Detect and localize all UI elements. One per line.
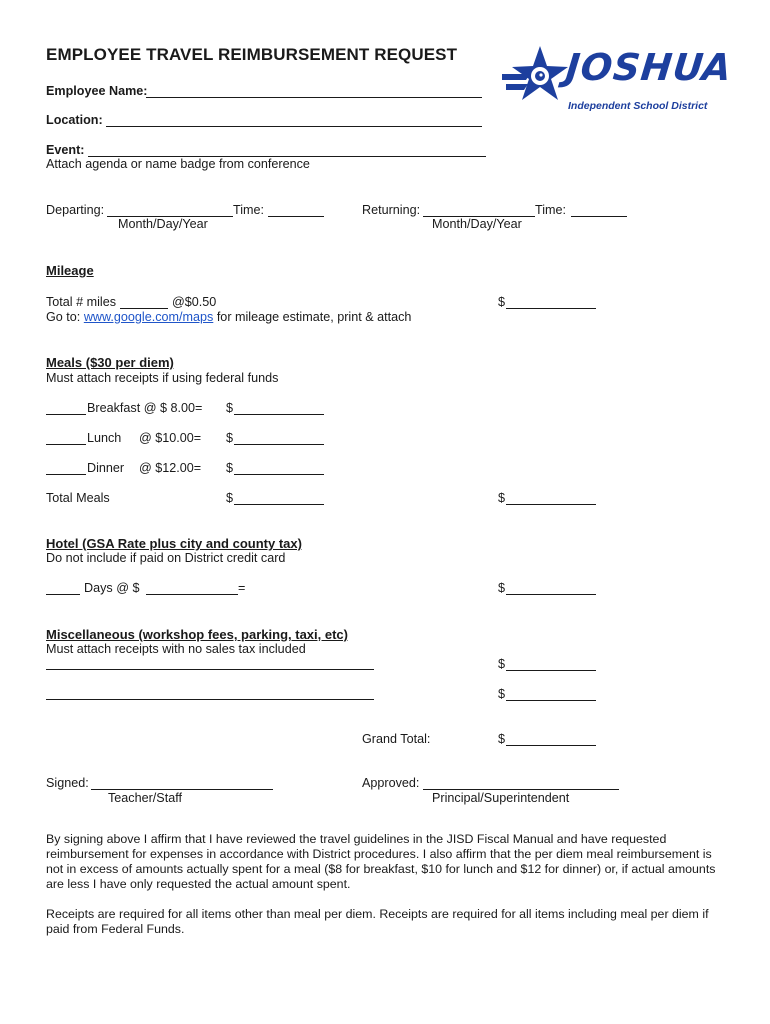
goto-label: Go to:	[46, 310, 81, 324]
breakfast-label: Breakfast @ $ 8.00=	[87, 401, 203, 415]
mileage-rate: @$0.50	[172, 295, 217, 309]
affirmation-paragraph: By signing above I affirm that I have reviewed the travel guidelines in the JISD Fiscal Manual and have requested reimbursement for expenses in accordance with District procedures. I also affirm that the per diem meal reimbursement is not in excess of amounts actually spent for a meal ($8 for breakfast, $10 for lunch and $12 for dinner) or, if actual amounts are less I have only requested the actual amount spent.	[46, 832, 716, 891]
lunch-dollar: $	[226, 431, 234, 445]
mileage-heading: Mileage	[46, 263, 94, 278]
total-meals-field[interactable]	[234, 503, 324, 505]
location-label: Location:	[46, 113, 103, 127]
misc-heading: Miscellaneous (workshop fees, parking, taxi, etc)	[46, 627, 348, 642]
total-meals-label: Total Meals	[46, 491, 110, 505]
signed-label: Signed:	[46, 776, 89, 790]
meals-sum-dollar: $	[498, 491, 506, 505]
logo-subtitle: Independent School District	[568, 100, 708, 112]
location-field[interactable]	[106, 125, 482, 127]
returning-time-field[interactable]	[571, 215, 627, 217]
lunch-count-field[interactable]	[46, 443, 86, 445]
departing-label: Departing:	[46, 203, 105, 217]
misc-1-dollar: $	[498, 657, 506, 671]
dinner-label: Dinner	[87, 461, 125, 475]
misc-note: Must attach receipts with no sales tax included	[46, 642, 306, 656]
total-miles-label: Total # miles	[46, 295, 116, 309]
misc-item-1-field[interactable]	[46, 668, 374, 670]
meals-heading: Meals ($30 per diem)	[46, 355, 174, 370]
grand-total-dollar: $	[498, 732, 506, 746]
hotel-equals: =	[238, 581, 246, 595]
joshua-isd-logo	[500, 44, 735, 120]
principal-label: Principal/Superintendent	[432, 791, 570, 805]
hotel-rate-field[interactable]	[146, 593, 238, 595]
dinner-rate: @ $12.00=	[139, 461, 202, 475]
lunch-label: Lunch	[87, 431, 122, 445]
dinner-count-field[interactable]	[46, 473, 86, 475]
approved-label: Approved:	[362, 776, 420, 790]
event-label: Event:	[46, 143, 85, 157]
meals-sum-field[interactable]	[506, 503, 596, 505]
departing-date-hint: Month/Day/Year	[118, 217, 208, 231]
hotel-days-field[interactable]	[46, 593, 80, 595]
approved-field[interactable]	[423, 788, 619, 790]
google-maps-link[interactable]: www.google.com/maps	[83, 310, 214, 324]
hotel-heading: Hotel (GSA Rate plus city and county tax)	[46, 536, 302, 551]
dinner-amount-field[interactable]	[234, 473, 324, 475]
hotel-days-label: Days @ $	[84, 581, 140, 595]
departing-time-field[interactable]	[268, 215, 324, 217]
mileage-amount-field[interactable]	[506, 307, 596, 309]
teacher-staff-label: Teacher/Staff	[108, 791, 182, 805]
breakfast-amount-field[interactable]	[234, 413, 324, 415]
lunch-rate: @ $10.00=	[139, 431, 202, 445]
total-meals-dollar: $	[226, 491, 234, 505]
event-note: Attach agenda or name badge from conference	[46, 157, 310, 171]
hotel-dollar: $	[498, 581, 506, 595]
goto-instructions: for mileage estimate, print & attach	[216, 310, 412, 324]
meals-note: Must attach receipts if using federal funds	[46, 371, 279, 385]
employee-name-label: Employee Name:	[46, 84, 148, 98]
lunch-amount-field[interactable]	[234, 443, 324, 445]
misc-item-1-amount[interactable]	[506, 669, 596, 671]
logo-wordmark: JOSHUA	[563, 46, 735, 89]
page-title: EMPLOYEE TRAVEL REIMBURSEMENT REQUEST	[46, 45, 458, 64]
signed-field[interactable]	[91, 788, 273, 790]
returning-time-label: Time:	[535, 203, 567, 217]
receipts-paragraph: Receipts are required for all items other than meal per diem. Receipts are required for all items including meal per diem if paid from Federal Funds.	[46, 907, 709, 936]
departing-time-label: Time:	[233, 203, 265, 217]
hotel-note: Do not include if paid on District credit card	[46, 551, 286, 565]
misc-item-2-field[interactable]	[46, 698, 374, 700]
mileage-dollar: $	[498, 295, 506, 309]
total-miles-field[interactable]	[120, 307, 168, 309]
breakfast-count-field[interactable]	[46, 413, 86, 415]
returning-date-hint: Month/Day/Year	[432, 217, 522, 231]
grand-total-label: Grand Total:	[362, 732, 431, 746]
dinner-dollar: $	[226, 461, 234, 475]
grand-total-field[interactable]	[506, 744, 596, 746]
hotel-amount-field[interactable]	[506, 593, 596, 595]
misc-item-2-amount[interactable]	[506, 699, 596, 701]
employee-name-field[interactable]	[146, 96, 482, 98]
returning-label: Returning:	[362, 203, 421, 217]
misc-2-dollar: $	[498, 687, 506, 701]
breakfast-dollar: $	[226, 401, 234, 415]
